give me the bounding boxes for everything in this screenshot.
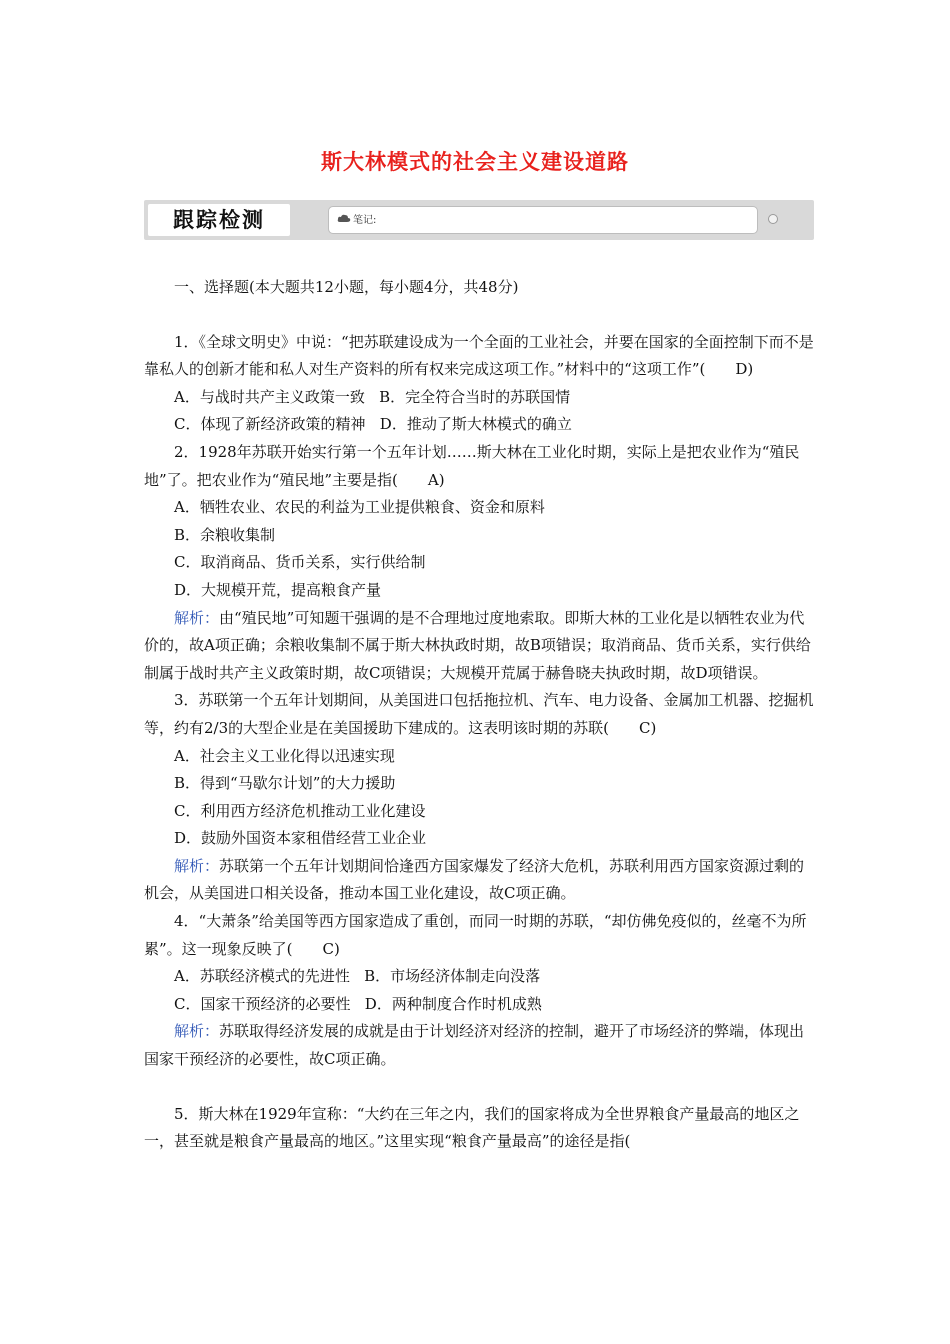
explanation-label: 解析： xyxy=(174,1022,220,1041)
page-title: 斯大林模式的社会主义建设道路 xyxy=(321,149,629,174)
question-stem: 4．“大萧条”给美国等西方国家造成了重创，而同一时期的苏联，“却仿佛免疫似的，丝毫不为所累”。这一现象反映了( C) xyxy=(144,908,814,963)
option: D．鼓励外国资本家租借经营工业企业 xyxy=(174,829,427,848)
option: C．利用西方经济危机推动工业化建设 xyxy=(174,801,426,820)
option: C．取消商品、货币关系，实行供给制 xyxy=(174,553,426,572)
option-row: C．体现了新经济政策的精神 D．推动了斯大林模式的确立 xyxy=(174,415,572,434)
explanation: 解析：苏联取得经济发展的成就是由于计划经济对经济的控制，避开了市场经济的弊端，体现出国家干预经济的必要性，故C项正确。 xyxy=(144,1022,805,1069)
answer: D xyxy=(735,360,748,379)
explanation: 解析：由“殖民地”可知题干强调的是不合理地过度地索取。即斯大林的工业化是以牺牲农业为代价的，故A项正确；余粮收集制不属于斯大林执政时期，故B项错误；取消商品、货币关系，实行供给制属于战时共产主义政策时期，故C项错误；大规模开荒属于赫鲁晓夫执政时期，故D项错误。 xyxy=(144,608,811,682)
answer: A xyxy=(427,470,439,489)
explanation-label: 解析： xyxy=(174,856,220,875)
question-list xyxy=(144,274,814,1156)
option: A．牺牲农业、农民的利益为工业提供粮食、资金和原料 xyxy=(174,498,545,517)
circle-icon[interactable] xyxy=(768,214,778,224)
explanation-label: 解析： xyxy=(174,608,220,627)
option-row: A．与战时共产主义政策一致 B．完全符合当时的苏联国情 xyxy=(174,387,571,406)
question-stem: 3．苏联第一个五年计划期间，从美国进口包括拖拉机、汽车、电力设备、金属加工机器、挖掘机等，约有2/3的大型企业是在美国援助下建成的。这表明该时期的苏联( C) xyxy=(144,687,814,742)
answer: C xyxy=(322,939,335,958)
note-input[interactable] xyxy=(328,206,758,234)
note-label: 笔记: xyxy=(353,215,377,226)
banner-label: 跟踪检测 xyxy=(148,204,290,236)
question-stem: 2．1928年苏联开始实行第一个五年计划……斯大林在工业化时期，实际上是把农业作为“殖民地”了。把农业作为“殖民地”主要是指( A) xyxy=(144,439,814,494)
option: B．余粮收集制 xyxy=(174,525,276,544)
question-stem: 1．《全球文明史》中说：“把苏联建设成为一个全面的工业社会，并要在国家的全面控制下而不是靠私人的创新才能和私人对生产资料的所有权来完成这项工作。”材料中的“这项工作”( D) xyxy=(144,329,814,384)
cloud-icon xyxy=(337,213,351,223)
option-row: C．国家干预经济的必要性 D．两种制度合作时机成熟 xyxy=(174,994,542,1013)
question-stem: 5．斯大林在1929年宣称：“大约在三年之内，我们的国家将成为全世界粮食产量最高的地区之一，甚至就是粮食产量最高的地区。”这里实现“粮食产量最高”的途径是指( xyxy=(144,1104,800,1151)
explanation: 解析：苏联第一个五年计划期间恰逢西方国家爆发了经济大危机，苏联利用西方国家资源过剩的机会，从美国进口相关设备，推动本国工业化建设，故C项正确。 xyxy=(144,856,805,903)
tracking-banner xyxy=(144,200,814,240)
option: D．大规模开荒，提高粮食产量 xyxy=(174,580,382,599)
answer: C xyxy=(639,718,651,737)
option-row: A．苏联经济模式的先进性 B．市场经济体制走向没落 xyxy=(174,967,541,986)
section-heading: 一、选择题(本大题共12小题，每小题4分，共48分) xyxy=(174,278,519,296)
option: B．得到“马歇尔计划”的大力援助 xyxy=(174,774,396,793)
option: A．社会主义工业化得以迅速实现 xyxy=(174,746,395,765)
